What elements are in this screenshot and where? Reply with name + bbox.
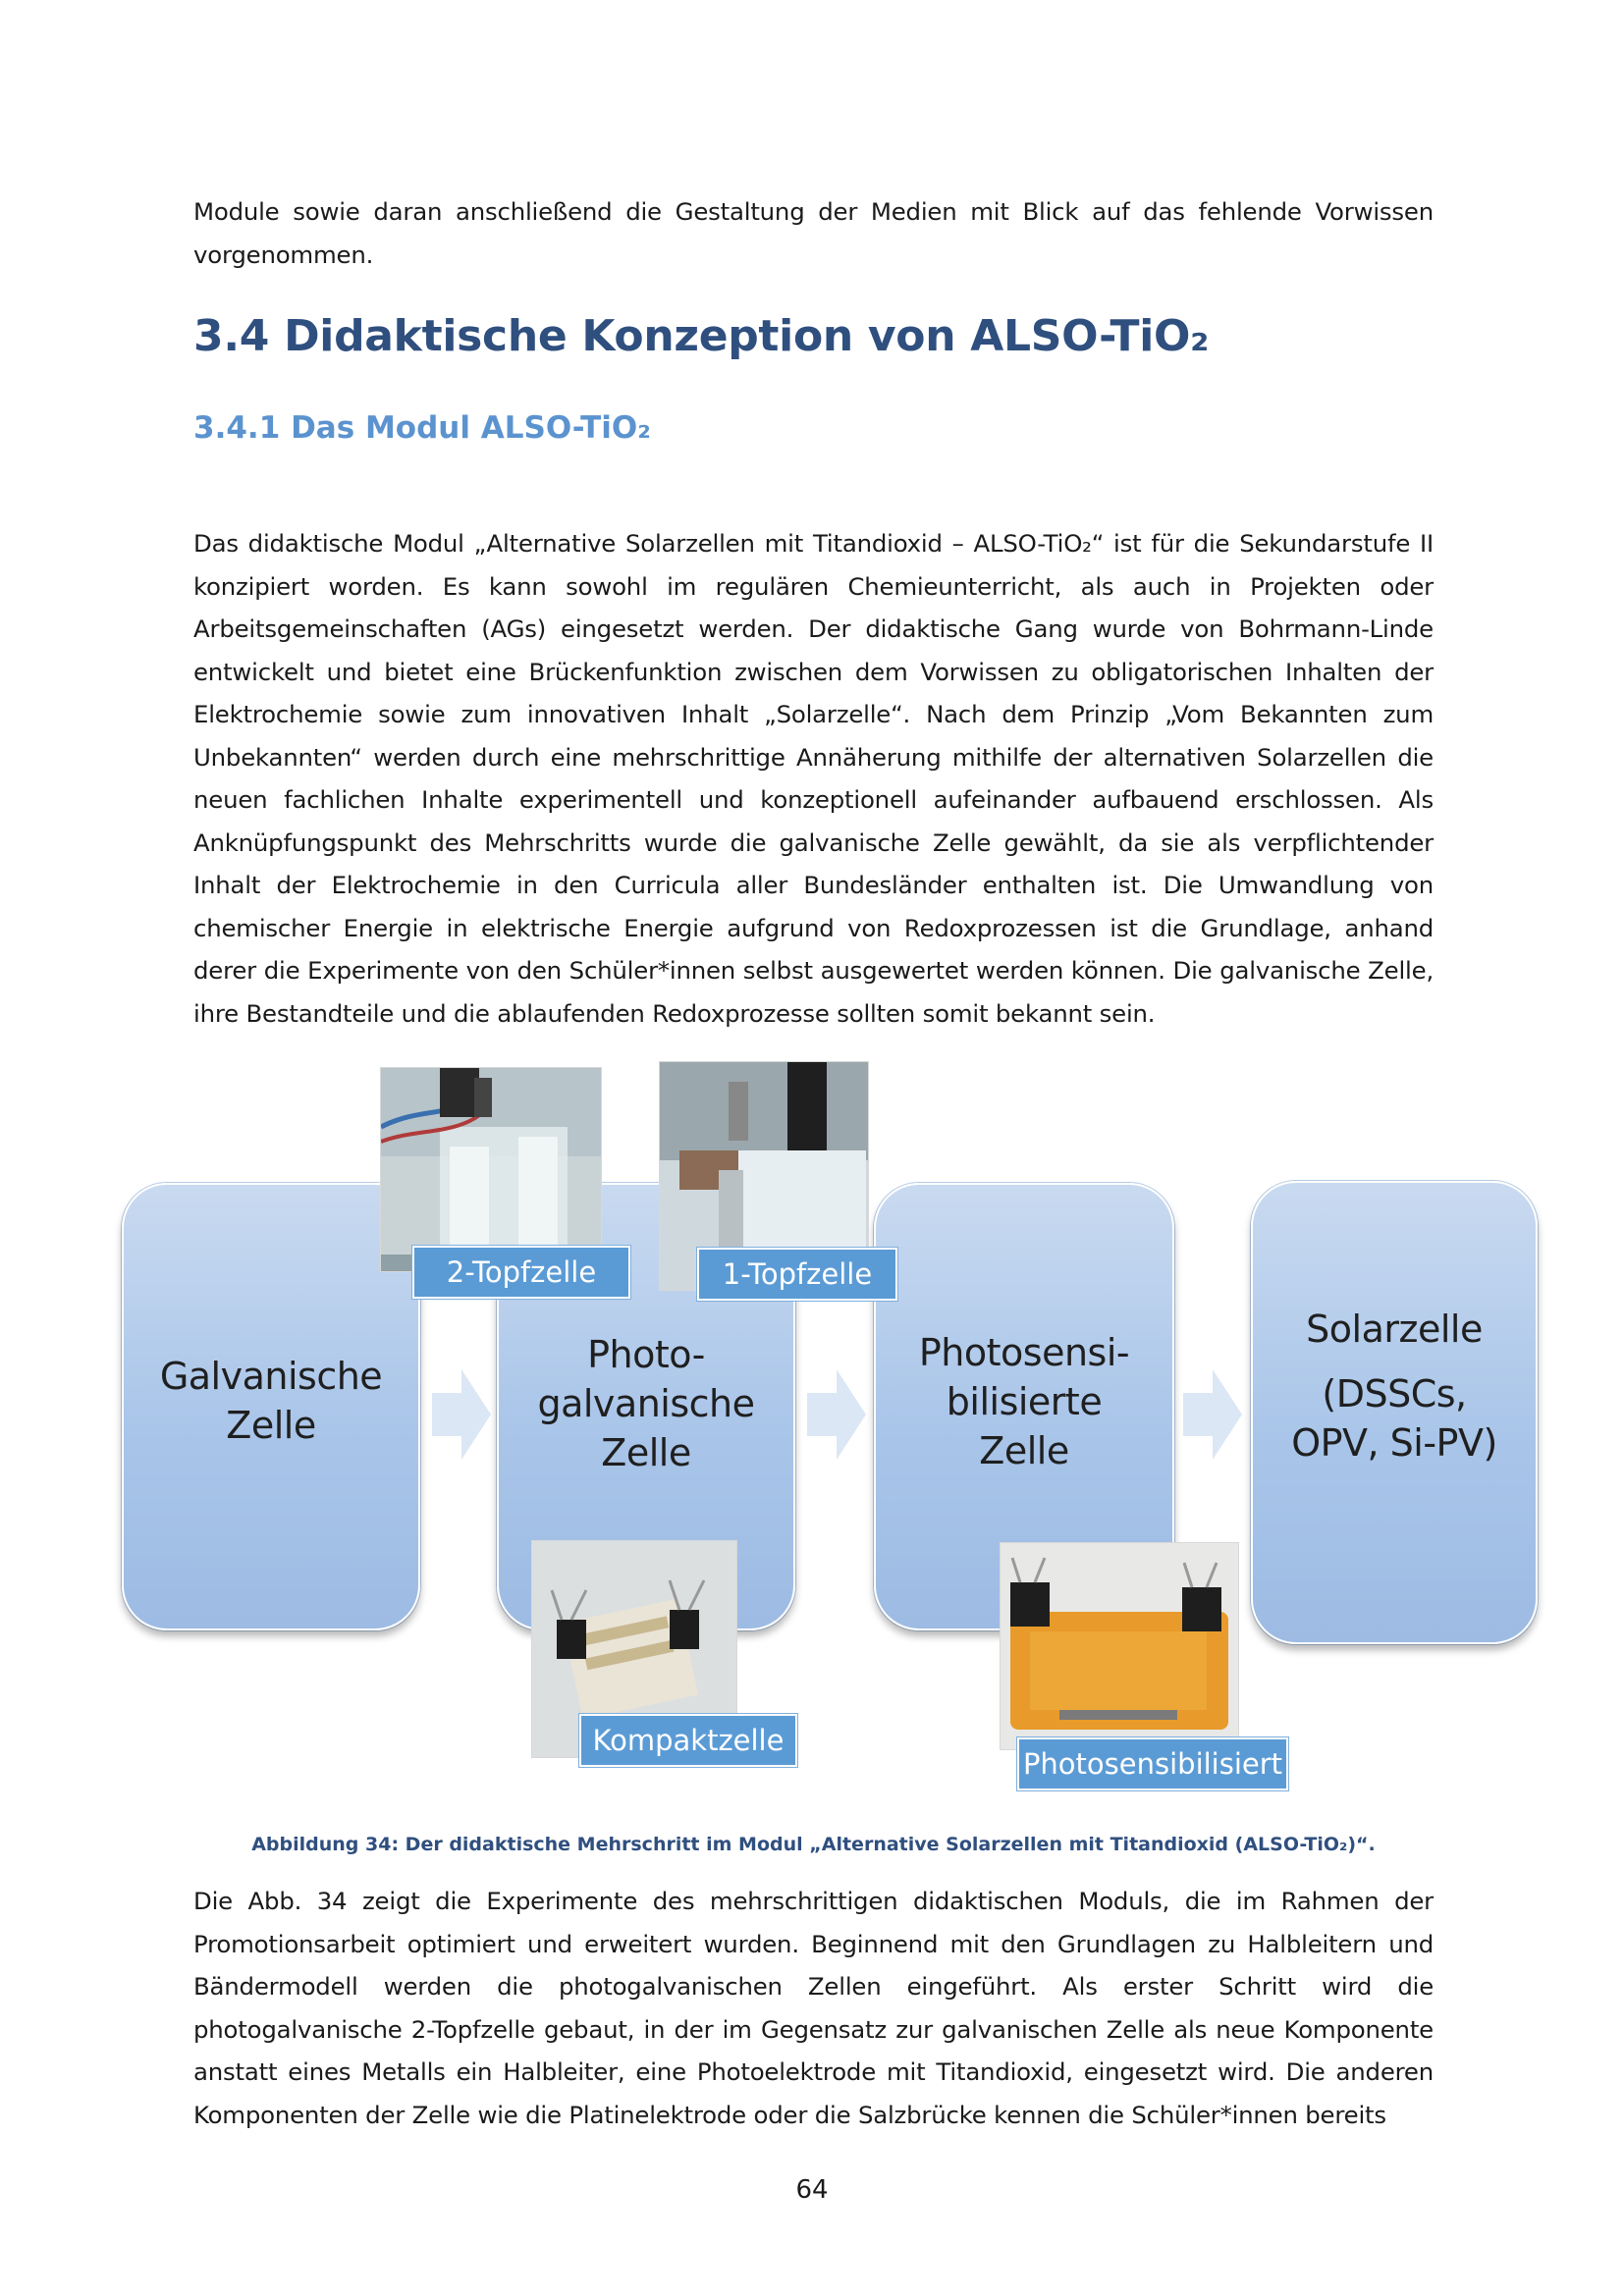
arrow-right-icon bbox=[1183, 1369, 1242, 1460]
subsection-title: Das Modul ALSO-TiO₂ bbox=[291, 410, 651, 446]
step-box-label bbox=[499, 1330, 793, 1477]
step-box-label-line: Galvanische bbox=[159, 1355, 383, 1398]
figure-caption: Abbildung 34: Der didaktische Mehrschritt im Modul „Alternative Solarzellen mit Titandioxid (ALSO-TiO₂)“. bbox=[251, 1834, 1376, 1855]
step-box-label-line: Solarzelle bbox=[1306, 1308, 1483, 1351]
photo-photosensitized-cell bbox=[1001, 1543, 1238, 1749]
body-paragraph-1: Das didaktische Modul „Alternative Solarzellen mit Titandioxid – ALSO-TiO₂“ ist für die Sekundarstufe II konzipiert worden. Es kann sowohl im regulären Chemieunterricht, als auch in Projekten oder Arbeitsgemeinschaften (AGs) eingesetzt werden. Der didaktische Gang wurde von Bohrmann-Linde entwickelt und bietet eine Brückenfunktion zwischen dem Vorwissen zu obligatorischen Inhalten der Elektrochemie sowie zum innovativen Inhalt „Solarzelle“. Nach dem Prinzip „Vom Bekannten zum Unbekannten“ werden durch eine mehrschrittige Annäherung mithilfe der alternativen Solarzellen die neuen fachlichen Inhalte experimentell und konzeptionell aufeinander aufbauend erschlossen. Als Anknüpfungspunkt des Mehrschritts wurde die galvanische Zelle gewählt, da sie als verpflichtender Inhalt der Elektrochemie in den Curricula aller Bundesländer enthalten ist. Die Umwandlung von chemischer Energie in elektrische Energie aufgrund von Redoxprozessen ist die Grundlage, anhand derer die Experimente von den Schüler*innen selbst ausgewertet werden können. Die galvanische Zelle, ihre Bestandteile und die ablaufenden Redoxprozesse sollten somit bekannt sein. bbox=[193, 529, 1434, 1028]
intro-paragraph: Module sowie daran anschließend die Gestaltung der Medien mit Blick auf das fehlende Vorwissen vorgenommen. bbox=[193, 197, 1434, 269]
photo-tag-photosensitized: Photosensibilisiert bbox=[1017, 1737, 1288, 1790]
step-box-label-line: galvanische bbox=[537, 1382, 755, 1425]
photo-tag-one-pot: 1-Topfzelle bbox=[697, 1248, 897, 1301]
step-box-label bbox=[1253, 1305, 1536, 1468]
step-box-label-line: Zelle bbox=[226, 1404, 316, 1447]
subsection-number: 3.4.1 bbox=[193, 410, 281, 446]
section-heading bbox=[193, 307, 1209, 366]
step-box-solar-cell bbox=[1251, 1181, 1538, 1644]
step-box-galvanic-cell bbox=[122, 1183, 420, 1630]
page-number: 64 bbox=[795, 2175, 829, 2205]
body-paragraph-2: Die Abb. 34 zeigt die Experimente des mehrschrittigen didaktischen Moduls, die im Rahmen der Promotionsarbeit optimiert und erweitert wurden. Beginnend mit den Grundlagen zu Halbleitern und Bändermodell werden die photogalvanischen Zellen eingeführt. Als erster Schritt wird die photogalvanische 2-Topfzelle gebaut, in der im Gegensatz zur galvanischen Zelle als neue Komponente anstatt eines Metalls ein Halbleiter, eine Photoelektrode mit Titandioxid, eingesetzt wird. Die anderen Komponenten der Zelle wie die Platinelektrode oder die Salzbrücke kennen die Schüler*innen bereits bbox=[193, 1887, 1434, 2129]
step-box-label-line: Zelle bbox=[979, 1429, 1069, 1472]
step-box-label bbox=[124, 1352, 418, 1450]
arrow-right-icon bbox=[807, 1369, 866, 1460]
step-box-label-line: OPV, Si-PV) bbox=[1291, 1421, 1497, 1465]
subsection-heading bbox=[193, 406, 651, 450]
step-box-label-line: bilisierte bbox=[946, 1380, 1103, 1423]
section-number: 3.4 bbox=[193, 311, 270, 361]
photo-two-pot-cell bbox=[381, 1068, 601, 1271]
step-box-label-line: Zelle bbox=[601, 1431, 691, 1474]
photo-tag-compact: Kompaktzelle bbox=[579, 1714, 797, 1767]
arrow-right-icon bbox=[432, 1369, 491, 1460]
photo-tag-two-pot: 2-Topfzelle bbox=[412, 1246, 630, 1299]
section-title: Didaktische Konzeption von ALSO-TiO₂ bbox=[284, 311, 1210, 361]
step-box-label bbox=[876, 1328, 1172, 1475]
step-box-label-line: Photo- bbox=[587, 1333, 705, 1376]
step-box-label-line: Photosensi- bbox=[918, 1331, 1130, 1374]
step-box-label-line: (DSSCs, bbox=[1322, 1372, 1467, 1415]
